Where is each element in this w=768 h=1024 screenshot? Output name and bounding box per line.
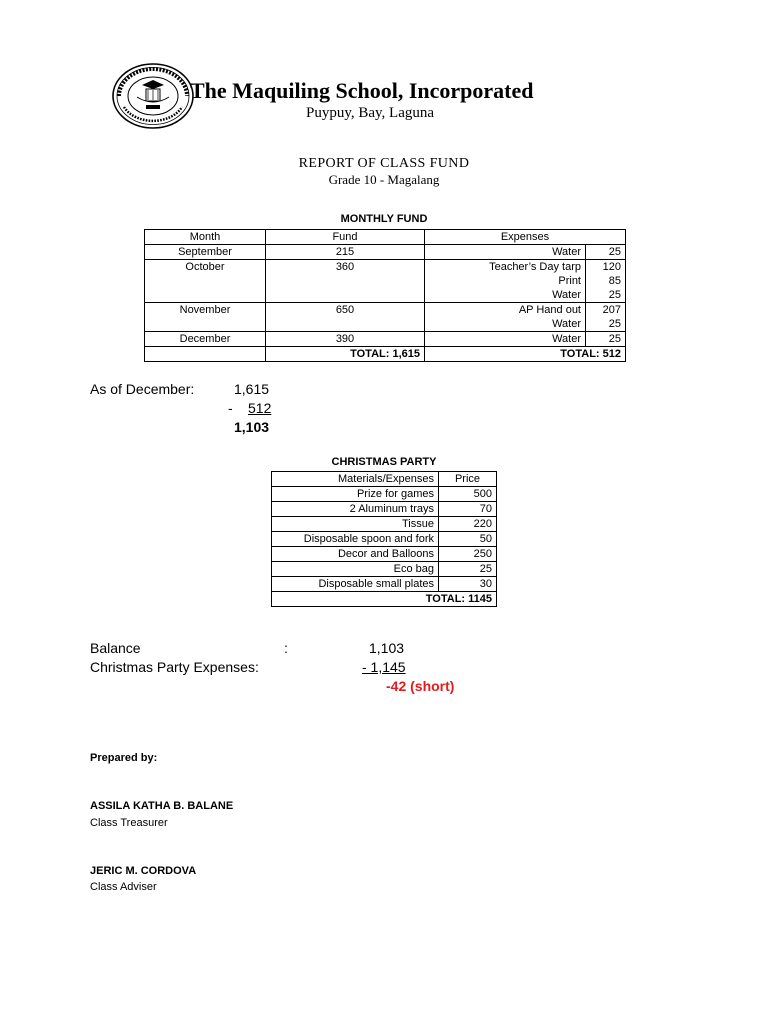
balance-label: Balance	[90, 640, 141, 656]
table-row	[272, 577, 497, 592]
table-row	[145, 260, 626, 275]
price-cell: 30	[439, 577, 497, 592]
monthly-fund-table	[144, 229, 626, 362]
as-of-fund: 1,615	[234, 381, 270, 397]
balance-colon: :	[284, 640, 288, 656]
party-total-cell: TOTAL: 1145	[272, 592, 497, 607]
header-price: Price	[439, 472, 497, 487]
fund-cell: 215	[266, 245, 425, 260]
header-materials: Materials/Expenses	[272, 472, 439, 487]
party-expenses-label: Christmas Party Expenses:	[90, 659, 259, 675]
table-row	[272, 502, 497, 517]
table-row	[272, 532, 497, 547]
as-of-expenses: 512	[248, 400, 272, 416]
expense-item-cell: Teacher’s Day tarp	[425, 260, 586, 275]
expense-amount-cell: 25	[586, 317, 626, 332]
school-seal-logo	[112, 63, 194, 129]
party-expenses-value: - 1,145	[362, 659, 406, 675]
treasurer-title: Class Treasurer	[90, 817, 168, 829]
prepared-by-label: Prepared by:	[90, 752, 158, 764]
price-cell: 220	[439, 517, 497, 532]
header-month: Month	[145, 230, 266, 245]
expense-item-cell: AP Hand out	[425, 303, 586, 318]
balance-value: 1,103	[369, 640, 405, 656]
table-header-row	[272, 472, 497, 487]
total-fund-cell: TOTAL: 1,615	[266, 347, 425, 362]
material-cell: Disposable spoon and fork	[272, 532, 439, 547]
expense-amount-cell: 25	[586, 332, 626, 347]
table-row	[145, 245, 626, 260]
total-row	[272, 592, 497, 607]
price-cell: 250	[439, 547, 497, 562]
as-of-label: As of December:	[90, 381, 195, 397]
school-name: The Maquiling School, Incorporated	[190, 78, 534, 103]
material-cell: 2 Aluminum trays	[272, 502, 439, 517]
expense-amount-cell: 85	[586, 274, 626, 288]
report-title: REPORT OF CLASS FUND	[298, 156, 470, 171]
expense-item-cell: Print	[425, 274, 586, 288]
material-cell: Disposable small plates	[272, 577, 439, 592]
table-row	[272, 547, 497, 562]
table-row	[272, 517, 497, 532]
school-address: Puypuy, Bay, Laguna	[306, 105, 435, 121]
fund-cell: 390	[266, 332, 425, 347]
material-cell: Tissue	[272, 517, 439, 532]
report-subtitle: Grade 10 - Magalang	[328, 172, 440, 187]
material-cell: Eco bag	[272, 562, 439, 577]
table-row	[145, 303, 626, 318]
month-cell: November	[145, 303, 266, 332]
header-fund: Fund	[266, 230, 425, 245]
price-cell: 70	[439, 502, 497, 517]
header-expenses: Expenses	[425, 230, 626, 245]
as-of-result: 1,103	[234, 419, 270, 435]
treasurer-name: ASSILA KATHA B. BALANE	[90, 800, 234, 812]
expense-amount-cell: 120	[586, 260, 626, 275]
adviser-name: JERIC M. CORDOVA	[90, 865, 197, 877]
month-cell: December	[145, 332, 266, 347]
expense-amount-cell: 25	[586, 288, 626, 303]
expense-item-cell: Water	[425, 288, 586, 303]
price-cell: 50	[439, 532, 497, 547]
price-cell: 500	[439, 487, 497, 502]
total-row	[145, 347, 626, 362]
christmas-party-table	[271, 471, 497, 607]
table-row	[272, 562, 497, 577]
table-row	[145, 332, 626, 347]
price-cell: 25	[439, 562, 497, 577]
total-expenses-cell: TOTAL: 512	[425, 347, 626, 362]
expense-amount-cell: 207	[586, 303, 626, 318]
material-cell: Decor and Balloons	[272, 547, 439, 562]
empty-cell	[145, 347, 266, 362]
as-of-minus-sign: -	[228, 400, 233, 416]
month-cell: September	[145, 245, 266, 260]
monthly-fund-title: MONTHLY FUND	[340, 213, 428, 225]
expense-item-cell: Water	[425, 332, 586, 347]
table-header-row	[145, 230, 626, 245]
expense-item-cell: Water	[425, 317, 586, 332]
christmas-party-title: CHRISTMAS PARTY	[331, 456, 437, 468]
adviser-title: Class Adviser	[90, 881, 157, 893]
fund-cell: 360	[266, 260, 425, 303]
balance-short-result: -42 (short)	[386, 678, 455, 694]
month-cell: October	[145, 260, 266, 303]
expense-amount-cell: 25	[586, 245, 626, 260]
fund-cell: 650	[266, 303, 425, 332]
expense-item-cell: Water	[425, 245, 586, 260]
material-cell: Prize for games	[272, 487, 439, 502]
table-row	[272, 487, 497, 502]
